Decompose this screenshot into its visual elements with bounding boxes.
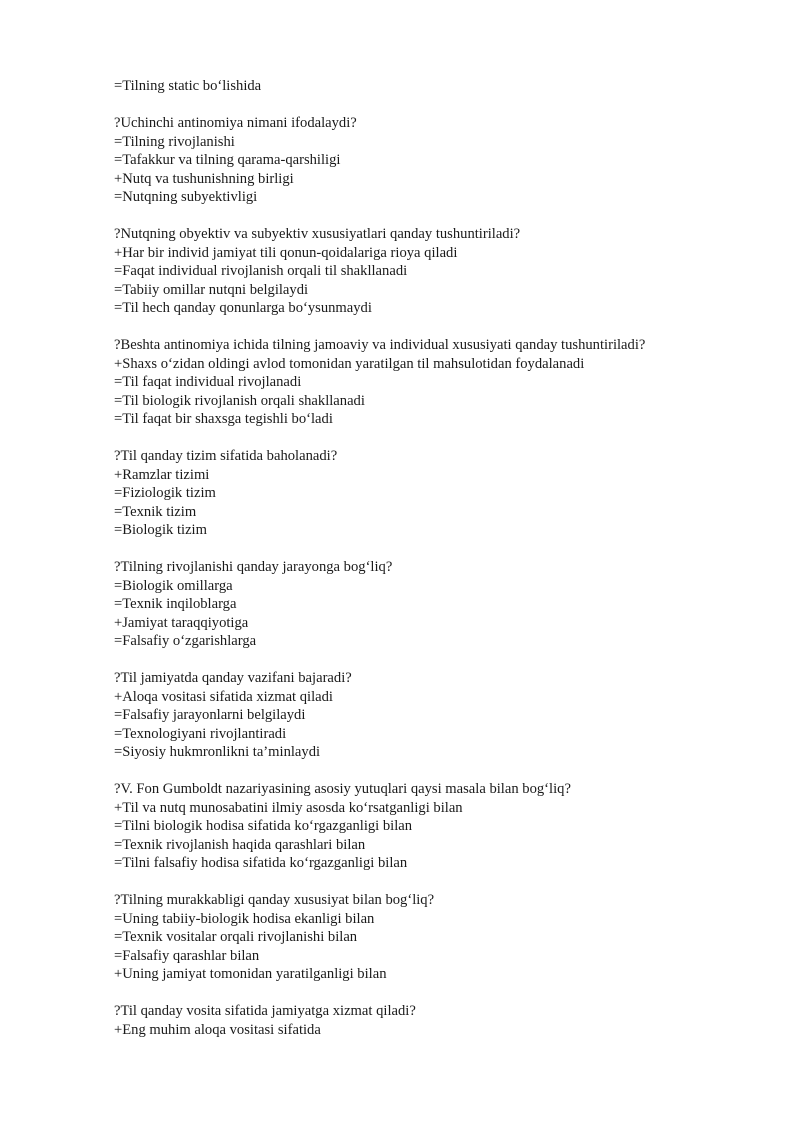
blank-line — [114, 207, 754, 226]
question-text: ?V. Fon Gumboldt nazariyasining asosiy yutuqlari qaysi masala bilan bog‘liq? — [114, 781, 571, 797]
answer-option: =Tafakkur va tilning qarama-qarshiligi — [114, 152, 341, 168]
answer-option: =Tabiiy omillar nutqni belgilaydi — [114, 281, 309, 298]
answer-option: =Uning tabiiy-biologik hodisa ekanligi bilan — [114, 910, 375, 927]
answer-option: =Falsafiy o‘zgarishlarga — [114, 633, 257, 649]
blank-line — [114, 651, 754, 670]
question-block — [114, 447, 754, 540]
answer-option: =Tilning rivojlanishi — [114, 133, 235, 150]
answer-option: +Eng muhim aloqa vositasi sifatida — [114, 1021, 321, 1038]
question-text: ?Til jamiyatda qanday vazifani bajaradi? — [114, 670, 352, 686]
answer-option: =Biologik tizim — [114, 522, 207, 538]
answer-option: =Texnik tizim — [114, 503, 197, 520]
answer-option: +Jamiyat taraqqiyotiga — [114, 614, 249, 631]
question-block — [114, 114, 754, 207]
answer-option: =Til biologik rivojlanish orqali shakllanadi — [114, 392, 365, 409]
answer-option: =Texnik inqiloblarga — [114, 596, 237, 612]
question-text: ?Til qanday vosita sifatida jamiyatga xizmat qiladi? — [114, 1003, 416, 1019]
blank-line — [114, 318, 754, 337]
question-text: ?Beshta antinomiya ichida tilning jamoaviy va individual xususiyati qanday tushuntiriladi? — [114, 337, 646, 353]
answer-option: =Tilni biologik hodisa sifatida ko‘rgazganligi bilan — [114, 818, 413, 834]
question-block — [114, 669, 754, 762]
answer-option: =Tilni falsafiy hodisa sifatida ko‘rgazganligi bilan — [114, 855, 408, 871]
blank-line — [114, 429, 754, 448]
answer-option: +Ramzlar tizimi — [114, 466, 210, 483]
answer-option: +Shaxs o‘zidan oldingi avlod tomonidan yaratilgan til mahsulotidan foydalanadi — [114, 355, 585, 372]
answer-option: =Texnik rivojlanish haqida qarashlari bilan — [114, 836, 366, 853]
answer-option: =Faqat individual rivojlanish orqali til shakllanadi — [114, 263, 408, 279]
answer-option: =Biologik omillarga — [114, 577, 233, 594]
lead-line: =Tilning static bo‘lishida — [114, 78, 262, 94]
answer-option: +Har bir individ jamiyat tili qonun-qoidalariga rioya qiladi — [114, 244, 458, 261]
question-block — [114, 336, 754, 429]
answer-option: =Fiziologik tizim — [114, 485, 216, 501]
blank-line — [114, 873, 754, 892]
question-block — [114, 780, 754, 873]
answer-option: +Nutq va tushunishning birligi — [114, 170, 294, 187]
blank-line — [114, 762, 754, 781]
blank-line — [114, 96, 754, 115]
answer-option: =Til faqat individual rivojlanadi — [114, 374, 302, 390]
question-block — [114, 225, 754, 318]
answer-option: =Til hech qanday qonunlarga bo‘ysunmaydi — [114, 300, 372, 316]
answer-option: =Nutqning subyektivligi — [114, 189, 258, 205]
question-block — [114, 1002, 754, 1039]
answer-option: +Aloqa vositasi sifatida xizmat qiladi — [114, 688, 333, 705]
question-block — [114, 558, 754, 651]
answer-option: =Texnik vositalar orqali rivojlanishi bilan — [114, 929, 358, 945]
question-text: ?Uchinchi antinomiya nimani ifodalaydi? — [114, 115, 357, 131]
blank-line — [114, 540, 754, 559]
question-block — [114, 891, 754, 984]
answer-option: =Texnologiyani rivojlantiradi — [114, 725, 287, 742]
blank-line — [114, 984, 754, 1003]
quiz-text — [114, 77, 754, 1039]
answer-option: =Til faqat bir shaxsga tegishli bo‘ladi — [114, 411, 333, 427]
question-text: ?Til qanday tizim sifatida baholanadi? — [114, 448, 338, 464]
answer-option: +Uning jamiyat tomonidan yaratilganligi bilan — [114, 966, 387, 982]
answer-option: +Til va nutq munosabatini ilmiy asosda ko‘rsatganligi bilan — [114, 799, 463, 816]
answer-option: =Falsafiy qarashlar bilan — [114, 947, 260, 964]
question-text: ?Tilning murakkabligi qanday xususiyat bilan bog‘liq? — [114, 892, 435, 908]
answer-option: =Falsafiy jarayonlarni belgilaydi — [114, 707, 306, 723]
question-text: ?Tilning rivojlanishi qanday jarayonga bog‘liq? — [114, 559, 393, 575]
answer-option: =Siyosiy hukmronlikni ta’minlaydi — [114, 744, 321, 760]
question-text: ?Nutqning obyektiv va subyektiv xususiyatlari qanday tushuntiriladi? — [114, 226, 521, 242]
